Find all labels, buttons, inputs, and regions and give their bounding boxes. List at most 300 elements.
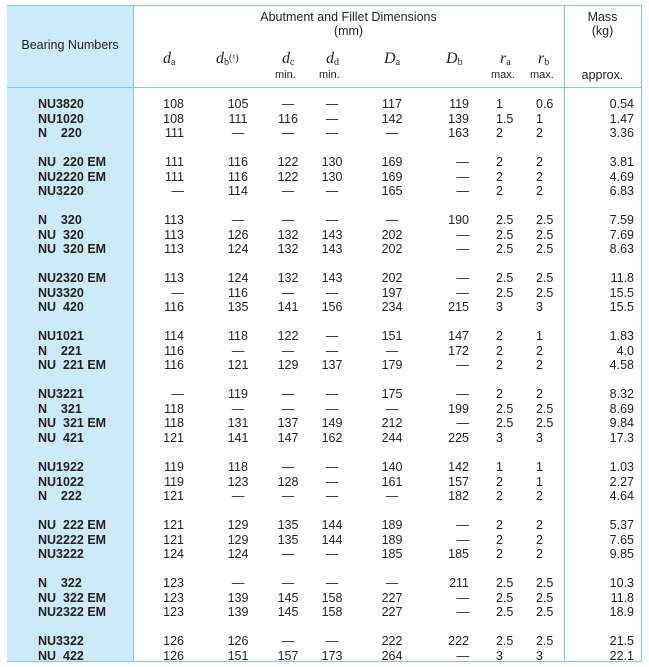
- cell-mass: 9.85: [609, 547, 634, 561]
- cell-ra: 3: [496, 648, 503, 663]
- cell-mass: 2.27: [609, 474, 634, 489]
- cell-mass: 21.5: [609, 634, 634, 648]
- cell-rb: 2.5: [536, 213, 554, 227]
- bearing-number: NU 420: [38, 300, 84, 314]
- cell-db: 118: [228, 329, 248, 343]
- cell-mass: 4.69: [609, 169, 634, 184]
- cell-rb: 2.5: [536, 590, 554, 605]
- bearing-number: N 322: [38, 576, 82, 590]
- cell-mass: 9.84: [609, 416, 634, 430]
- cell-dd: 130: [321, 169, 343, 184]
- bearing-number: NU 320 EM: [38, 242, 107, 256]
- col-header-ra: $r_a$: [500, 50, 511, 68]
- cell-da: 113: [164, 242, 184, 256]
- cell-db: —: [456, 155, 469, 169]
- bearing-number: NU3322: [38, 634, 84, 648]
- cell-db: 124: [227, 547, 249, 561]
- cell-dd: 143: [321, 271, 343, 285]
- cell-ra: 2: [496, 474, 503, 489]
- cell-rb: 2: [536, 358, 543, 372]
- cell-rb: 2.5: [536, 242, 554, 256]
- cell-db: 222: [448, 634, 469, 648]
- cell-ra: 2: [496, 489, 503, 503]
- cell-da: —: [171, 387, 184, 401]
- cell-da: 108: [163, 111, 184, 126]
- cell-dc: 116: [278, 111, 298, 126]
- bearing-number: NU 321 EM: [38, 416, 107, 430]
- cell-da: 169: [381, 169, 403, 184]
- cell-rb: 3: [536, 300, 543, 314]
- divider: [641, 5, 642, 662]
- bearing-number: NU3220: [38, 184, 84, 198]
- bearing-number: NU2322 EM: [38, 605, 107, 619]
- cell-db: —: [456, 590, 469, 605]
- cell-ra: 2.5: [496, 576, 514, 590]
- cell-mass: 4.64: [609, 489, 634, 503]
- cell-ra: 2: [496, 547, 503, 561]
- cell-rb: 3: [536, 430, 543, 445]
- cell-db: —: [456, 271, 469, 285]
- bearing-number: NU2222 EM: [38, 532, 107, 547]
- cell-db: 151: [227, 648, 249, 663]
- cell-ra: 2: [496, 155, 503, 169]
- cell-rb: 2: [536, 343, 543, 358]
- cell-dc: 122: [277, 329, 299, 343]
- cell-dc: 128: [277, 474, 299, 489]
- cell-da: 189: [381, 532, 403, 547]
- col-note-ra: max.: [491, 69, 515, 81]
- cell-db: 185: [448, 547, 469, 561]
- cell-mass: 15.5: [609, 285, 634, 300]
- cell-db: 126: [227, 634, 249, 648]
- cell-rb: 2: [536, 169, 543, 184]
- bearing-number: NU 220 EM: [38, 155, 107, 169]
- cell-da: 118: [164, 416, 184, 430]
- cell-da: 123: [163, 576, 184, 590]
- cell-mass: 7.59: [609, 213, 634, 227]
- bearing-number: NU1020: [38, 111, 84, 126]
- cell-db: —: [456, 184, 469, 198]
- cell-da: 121: [163, 489, 184, 503]
- cell-dc: 137: [277, 416, 299, 430]
- cell-rb: 2.5: [536, 416, 554, 430]
- cell-mass: 10.3: [609, 576, 634, 590]
- cell-dc: —: [281, 213, 295, 227]
- cell-db: —: [231, 126, 245, 140]
- cell-dc: 145: [277, 605, 299, 619]
- cell-da: 126: [163, 648, 184, 663]
- cell-dc: 135: [277, 532, 299, 547]
- cell-db: 163: [448, 126, 469, 140]
- cell-da: 185: [381, 547, 403, 561]
- cell-rb: 2: [536, 518, 543, 532]
- cell-da: 222: [381, 634, 403, 648]
- cell-dd: 149: [321, 416, 343, 430]
- cell-dd: 156: [321, 300, 343, 314]
- cell-da: 227: [381, 590, 403, 605]
- cell-da: 244: [381, 430, 403, 445]
- cell-db: 124: [227, 271, 249, 285]
- cell-db: 182: [448, 489, 469, 503]
- cell-dc: 147: [277, 430, 299, 445]
- cell-mass: 8.69: [609, 401, 634, 416]
- cell-rb: 2: [536, 184, 543, 198]
- cell-da: 108: [163, 97, 184, 111]
- bearing-number: NU2320 EM: [38, 271, 107, 285]
- cell-dd: —: [325, 387, 339, 401]
- col-header-Da: $D_a$: [384, 50, 401, 68]
- mass-header: Mass: [587, 10, 618, 24]
- cell-da: —: [385, 576, 399, 590]
- cell-mass: 4.58: [609, 358, 634, 372]
- cell-ra: 2: [496, 184, 503, 198]
- cell-da: 117: [382, 97, 402, 111]
- cell-dd: 143: [321, 227, 343, 242]
- cell-db: 139: [227, 605, 249, 619]
- cell-da: —: [171, 184, 184, 198]
- cell-mass: 0.54: [609, 97, 634, 111]
- cell-db: 141: [227, 430, 249, 445]
- cell-dd: —: [325, 474, 339, 489]
- cell-dd: —: [325, 184, 339, 198]
- bearing-number: NU 222 EM: [38, 518, 107, 532]
- cell-ra: 1: [496, 97, 503, 111]
- cell-db: 124: [227, 242, 249, 256]
- cell-mass: 7.69: [609, 227, 634, 242]
- cell-dd: 144: [321, 518, 343, 532]
- cell-da: 175: [381, 387, 403, 401]
- bearing-number: N 320: [38, 213, 82, 227]
- cell-rb: 1: [536, 474, 543, 489]
- cell-db: 139: [227, 590, 249, 605]
- cell-dd: —: [325, 460, 339, 474]
- cell-rb: 2: [536, 532, 543, 547]
- bearing-number: NU1922: [38, 460, 84, 474]
- cell-rb: 2.5: [536, 271, 554, 285]
- cell-dc: —: [281, 489, 295, 503]
- divider: [7, 5, 642, 6]
- col-header-rb: $r_b$: [538, 50, 550, 68]
- cell-db: —: [231, 401, 245, 416]
- cell-ra: 2: [496, 343, 503, 358]
- cell-db: 118: [228, 460, 248, 474]
- bearing-number: NU 221 EM: [38, 358, 107, 372]
- cell-da: 165: [381, 184, 403, 198]
- col-note-dc: min.: [275, 69, 296, 81]
- cell-da: 142: [381, 111, 403, 126]
- cell-da: 118: [164, 401, 184, 416]
- cell-rb: 2.5: [536, 576, 554, 590]
- cell-db: 157: [448, 474, 469, 489]
- cell-rb: 1: [536, 329, 543, 343]
- cell-dc: —: [281, 576, 295, 590]
- cell-ra: 1.5: [496, 111, 514, 126]
- cell-da: 202: [381, 271, 403, 285]
- cell-da: 113: [164, 271, 184, 285]
- cell-dd: 144: [321, 532, 343, 547]
- cell-mass: 7.65: [609, 532, 634, 547]
- col-header-dd: $d_d$: [326, 50, 339, 68]
- cell-db: 135: [227, 300, 249, 314]
- cell-da: —: [385, 489, 399, 503]
- cell-da: 179: [381, 358, 403, 372]
- cell-ra: 2.5: [496, 416, 514, 430]
- cell-rb: 1: [536, 111, 543, 126]
- cell-dc: 132: [277, 242, 299, 256]
- cell-dc: 157: [277, 648, 299, 663]
- cell-da: 227: [381, 605, 403, 619]
- cell-dc: 122: [277, 169, 299, 184]
- cell-db: —: [456, 227, 469, 242]
- cell-rb: 2: [536, 126, 543, 140]
- cell-rb: 2: [536, 547, 543, 561]
- bearing-number: NU 421: [38, 430, 84, 445]
- cell-db: —: [231, 489, 245, 503]
- cell-dd: 130: [321, 155, 343, 169]
- cell-ra: 2.5: [496, 401, 514, 416]
- cell-db: 172: [448, 343, 469, 358]
- cell-db: —: [456, 387, 469, 401]
- cell-db: 199: [448, 401, 469, 416]
- cell-db: —: [231, 343, 245, 358]
- cell-ra: 2.5: [496, 285, 514, 300]
- cell-dd: —: [325, 213, 339, 227]
- cell-da: 189: [381, 518, 403, 532]
- cell-da: 116: [164, 358, 184, 372]
- cell-db: 116: [228, 155, 248, 169]
- cell-ra: 1: [496, 460, 503, 474]
- cell-ra: 2: [496, 329, 503, 343]
- cell-dd: 173: [321, 648, 343, 663]
- cell-mass: 18.9: [609, 605, 634, 619]
- cell-da: 121: [163, 518, 184, 532]
- bearing-number: N 220: [38, 126, 82, 140]
- cell-mass: 11.8: [610, 271, 634, 285]
- cell-rb: 2: [536, 155, 543, 169]
- cell-mass: 17.3: [609, 430, 634, 445]
- cell-dd: —: [325, 547, 339, 561]
- cell-mass: 4.0: [616, 343, 634, 358]
- cell-dc: 132: [277, 227, 299, 242]
- cell-db: —: [456, 169, 469, 184]
- cell-da: 111: [164, 126, 184, 140]
- bearing-number: N 221: [38, 343, 82, 358]
- cell-dd: 137: [321, 358, 343, 372]
- cell-dd: —: [325, 634, 339, 648]
- cell-dd: —: [325, 576, 339, 590]
- cell-dc: 129: [277, 358, 299, 372]
- cell-rb: 2.5: [536, 227, 554, 242]
- cell-ra: 2.5: [496, 213, 514, 227]
- cell-rb: 2.5: [536, 634, 554, 648]
- cell-db: —: [456, 416, 469, 430]
- cell-da: —: [385, 213, 399, 227]
- abutment-unit: (mm): [333, 24, 364, 38]
- cell-db: —: [456, 242, 469, 256]
- cell-db: 131: [227, 416, 249, 430]
- cell-dc: —: [281, 184, 295, 198]
- cell-dc: 132: [277, 271, 299, 285]
- cell-db: 116: [228, 285, 248, 300]
- bearing-numbers-header: Bearing Numbers: [21, 38, 119, 52]
- col-header-db: $d_b^{(^1)}$: [216, 50, 239, 68]
- cell-mass: 22.1: [609, 648, 634, 663]
- cell-db: 116: [228, 169, 248, 184]
- cell-dd: —: [325, 97, 339, 111]
- bearing-number: NU1022: [38, 474, 84, 489]
- cell-ra: 2.5: [496, 590, 514, 605]
- cell-dc: —: [281, 126, 295, 140]
- cell-ra: 2.5: [496, 605, 514, 619]
- cell-db: 119: [228, 387, 248, 401]
- cell-mass: 11.8: [610, 590, 634, 605]
- bearing-number: NU 422: [38, 648, 84, 663]
- cell-da: 151: [381, 329, 403, 343]
- cell-dd: —: [325, 489, 339, 503]
- cell-rb: 1: [536, 460, 543, 474]
- cell-db: 119: [449, 97, 469, 111]
- cell-dc: —: [281, 285, 295, 300]
- cell-db: —: [456, 285, 469, 300]
- cell-rb: 3: [536, 648, 543, 663]
- cell-dc: —: [281, 634, 295, 648]
- divider: [564, 5, 565, 662]
- cell-da: 202: [381, 227, 403, 242]
- cell-da: 119: [164, 460, 184, 474]
- cell-ra: 2: [496, 387, 503, 401]
- cell-db: 190: [448, 213, 469, 227]
- bearing-number: N 321: [38, 401, 82, 416]
- cell-ra: 2: [496, 518, 503, 532]
- cell-ra: 2.5: [496, 227, 514, 242]
- cell-da: 202: [381, 242, 403, 256]
- cell-db: —: [456, 532, 469, 547]
- cell-ra: 3: [496, 430, 503, 445]
- cell-rb: 0.6: [536, 97, 554, 111]
- cell-mass: 15.5: [609, 300, 634, 314]
- cell-ra: 2: [496, 358, 503, 372]
- cell-da: 234: [381, 300, 403, 314]
- cell-dc: —: [281, 401, 295, 416]
- cell-dc: —: [281, 460, 295, 474]
- cell-dc: 145: [277, 590, 299, 605]
- cell-db: 139: [448, 111, 469, 126]
- cell-da: 121: [163, 430, 184, 445]
- cell-mass: 8.63: [609, 242, 634, 256]
- cell-da: 111: [164, 169, 184, 184]
- cell-dc: 141: [277, 300, 299, 314]
- cell-db: 129: [227, 518, 249, 532]
- cell-rb: 2.5: [536, 401, 554, 416]
- cell-da: 116: [164, 343, 184, 358]
- cell-mass: 3.36: [609, 126, 634, 140]
- cell-ra: 2.5: [496, 242, 514, 256]
- header-divider: [7, 87, 642, 88]
- cell-dd: —: [325, 343, 339, 358]
- cell-da: 264: [381, 648, 403, 663]
- cell-dc: 122: [277, 155, 299, 169]
- cell-da: 126: [163, 634, 184, 648]
- cell-db: 129: [227, 532, 249, 547]
- cell-dc: —: [281, 547, 295, 561]
- cell-da: 113: [164, 227, 184, 242]
- cell-da: 212: [381, 416, 403, 430]
- cell-db: —: [231, 576, 245, 590]
- cell-rb: 2: [536, 387, 543, 401]
- cell-da: 121: [163, 532, 184, 547]
- col-header-da: $d_a$: [163, 50, 176, 68]
- cell-rb: 2.5: [536, 285, 554, 300]
- cell-dd: —: [325, 329, 339, 343]
- cell-dc: —: [281, 387, 295, 401]
- cell-da: 111: [164, 155, 184, 169]
- bearing-number: NU2220 EM: [38, 169, 107, 184]
- cell-ra: 2: [496, 169, 503, 184]
- cell-db: 105: [227, 97, 249, 111]
- cell-db: 215: [448, 300, 469, 314]
- cell-db: 142: [448, 460, 469, 474]
- mass-approx: approx.: [581, 68, 624, 82]
- col-header-Db: $D_b$: [446, 50, 463, 68]
- cell-mass: 3.81: [609, 155, 634, 169]
- cell-db: 147: [448, 329, 469, 343]
- cell-da: —: [385, 401, 399, 416]
- cell-da: 116: [164, 300, 184, 314]
- cell-dd: —: [325, 126, 339, 140]
- cell-dc: —: [281, 343, 295, 358]
- cell-db: 114: [228, 184, 248, 198]
- cell-ra: 2.5: [496, 634, 514, 648]
- cell-da: 161: [381, 474, 403, 489]
- cell-db: 126: [227, 227, 249, 242]
- cell-da: 124: [163, 547, 184, 561]
- cell-dc: 135: [277, 518, 299, 532]
- cell-ra: 2: [496, 532, 503, 547]
- cell-da: 197: [381, 285, 403, 300]
- bearing-number: NU3221: [38, 387, 84, 401]
- bearing-number: N 222: [38, 489, 82, 503]
- cell-da: 113: [164, 213, 184, 227]
- cell-db: 123: [227, 474, 249, 489]
- cell-db: —: [456, 648, 469, 663]
- cell-db: 225: [448, 430, 469, 445]
- cell-dd: 143: [321, 242, 343, 256]
- bearing-number: NU3820: [38, 97, 84, 111]
- cell-db: 111: [228, 111, 248, 126]
- cell-mass: 1.03: [609, 460, 634, 474]
- cell-da: 123: [163, 590, 184, 605]
- cell-da: —: [385, 343, 399, 358]
- cell-da: —: [171, 285, 184, 300]
- col-header-dc: $d_c$: [282, 50, 295, 68]
- cell-db: 121: [227, 358, 249, 372]
- cell-db: —: [456, 358, 469, 372]
- bearing-number: NU 320: [38, 227, 84, 242]
- cell-rb: 2.5: [536, 605, 554, 619]
- cell-ra: 2: [496, 126, 503, 140]
- cell-dc: —: [281, 97, 295, 111]
- cell-da: 119: [164, 474, 184, 489]
- cell-rb: 2: [536, 489, 543, 503]
- abutment-title: Abutment and Fillet Dimensions: [260, 10, 437, 24]
- cell-mass: 1.83: [609, 329, 634, 343]
- cell-mass: 6.83: [609, 184, 634, 198]
- cell-da: 123: [163, 605, 184, 619]
- cell-da: 114: [164, 329, 184, 343]
- cell-db: —: [231, 213, 245, 227]
- cell-dd: 158: [321, 590, 343, 605]
- cell-mass: 8.32: [609, 387, 634, 401]
